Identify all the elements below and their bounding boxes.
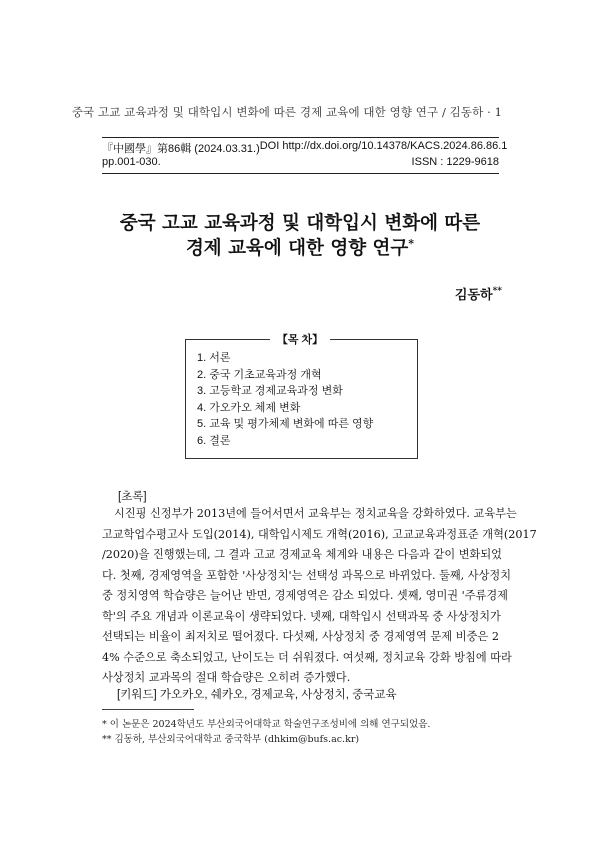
meta-line-2 <box>102 156 499 168</box>
keywords-text: 가오카오, 쉐카오, 경제교육, 사상정치, 중국교육 <box>159 689 397 701</box>
toc-item: 3. 고등학교 경제교육과정 변화 <box>197 385 343 398</box>
toc-item: 4. 가오카오 체제 변화 <box>197 401 301 414</box>
toc-item: 1. 서론 <box>197 352 231 364</box>
abstract-line: 다. 첫째, 경제영역을 포함한 '사상정치'는 선택성 과목으로 바뀌었다. 둘째, 사상정치 <box>102 568 512 582</box>
paper-title-line-1: 중국 고교 교육과정 및 대학입시 변화에 따른 <box>119 213 481 234</box>
abstract-body <box>102 504 537 689</box>
title-footnote-mark: * <box>408 237 415 250</box>
toc-item: 2. 중국 기초교육과정 개혁 <box>197 368 322 381</box>
author-name: 김동하 <box>454 288 493 303</box>
abstract-line: 학'의 주요 개념과 이론교육이 생략되었다. 넷째, 대학입시 선택과목 중 사상정치가 <box>102 609 501 623</box>
footnote-funding: * 이 논문은 2024학년도 부산외국어대학교 학술연구조성비에 의해 연구되었음. <box>102 719 431 730</box>
running-header: 중국 고교 교육과정 및 대학입시 변화에 따른 경제 교육에 대한 영향 연구 / 김동하 · 1 <box>71 105 502 119</box>
abstract-line: 4% 수준으로 축소되었고, 난이도는 더 쉬워졌다. 여섯째, 정치교육 강화 방침에 따라 <box>102 650 512 664</box>
abstract-line: /2020)을 진행했는데, 그 결과 고교 경제교육 체계와 내용은 다음과 같이 변화되었 <box>102 548 502 561</box>
footnote-rule <box>102 709 194 710</box>
footnote-author: ** 김동하, 부산외국어대학교 중국학부 (dhkim@bufs.ac.kr) <box>102 734 360 745</box>
toc-list <box>197 350 373 450</box>
toc-item: 5. 교육 및 평가체제 변화에 따른 영향 <box>197 418 374 431</box>
author-footnote-mark: ** <box>492 286 502 297</box>
doi-link[interactable]: DOI http://dx.doi.org/10.14378/KACS.2024.86.86.1 <box>259 140 508 152</box>
author <box>455 284 502 303</box>
meta-bottom-rule <box>102 173 499 174</box>
abstract-line: 사상정치 교과목의 절대 학습량은 오히려 증가했다. <box>102 671 351 684</box>
paper-title-text: 경제 교육에 대한 영향 연구 <box>185 238 409 260</box>
meta-top-rule <box>102 137 499 138</box>
keywords-label: [키워드] <box>117 689 157 701</box>
abstract-line: 시진핑 신정부가 2013년에 들어서면서 교육부는 정치교육을 강화하였다. 교육부는 <box>114 507 517 520</box>
abstract-heading: [초록] <box>118 491 147 503</box>
toc-item: 6. 결론 <box>197 434 231 447</box>
keywords <box>117 686 397 702</box>
paper-title-line-2 <box>0 237 600 260</box>
page-range: pp.001-030. <box>102 156 161 168</box>
abstract-line: 선택되는 비율이 최저치로 떨어졌다. 다섯째, 사상정치 중 경제영역 문제 비중은 2 <box>102 630 499 643</box>
abstract-line: 고교학업수평고사 도입(2014), 대학입시제도 개혁(2016), 고교교육과정표준 개혁(2017 <box>102 527 537 541</box>
journal-citation: 『中國學』第86輯 (2024.03.31.) <box>102 143 260 155</box>
meta-line-1 <box>102 140 508 156</box>
issn: ISSN : 1229-9618 <box>411 156 499 168</box>
toc-heading: 【목 차】 <box>270 331 330 347</box>
abstract-line: 중 정치영역 학습량은 늘어난 반면, 경제영역은 감소 되었다. 셋째, 영미권 '주류경제 <box>102 589 508 602</box>
